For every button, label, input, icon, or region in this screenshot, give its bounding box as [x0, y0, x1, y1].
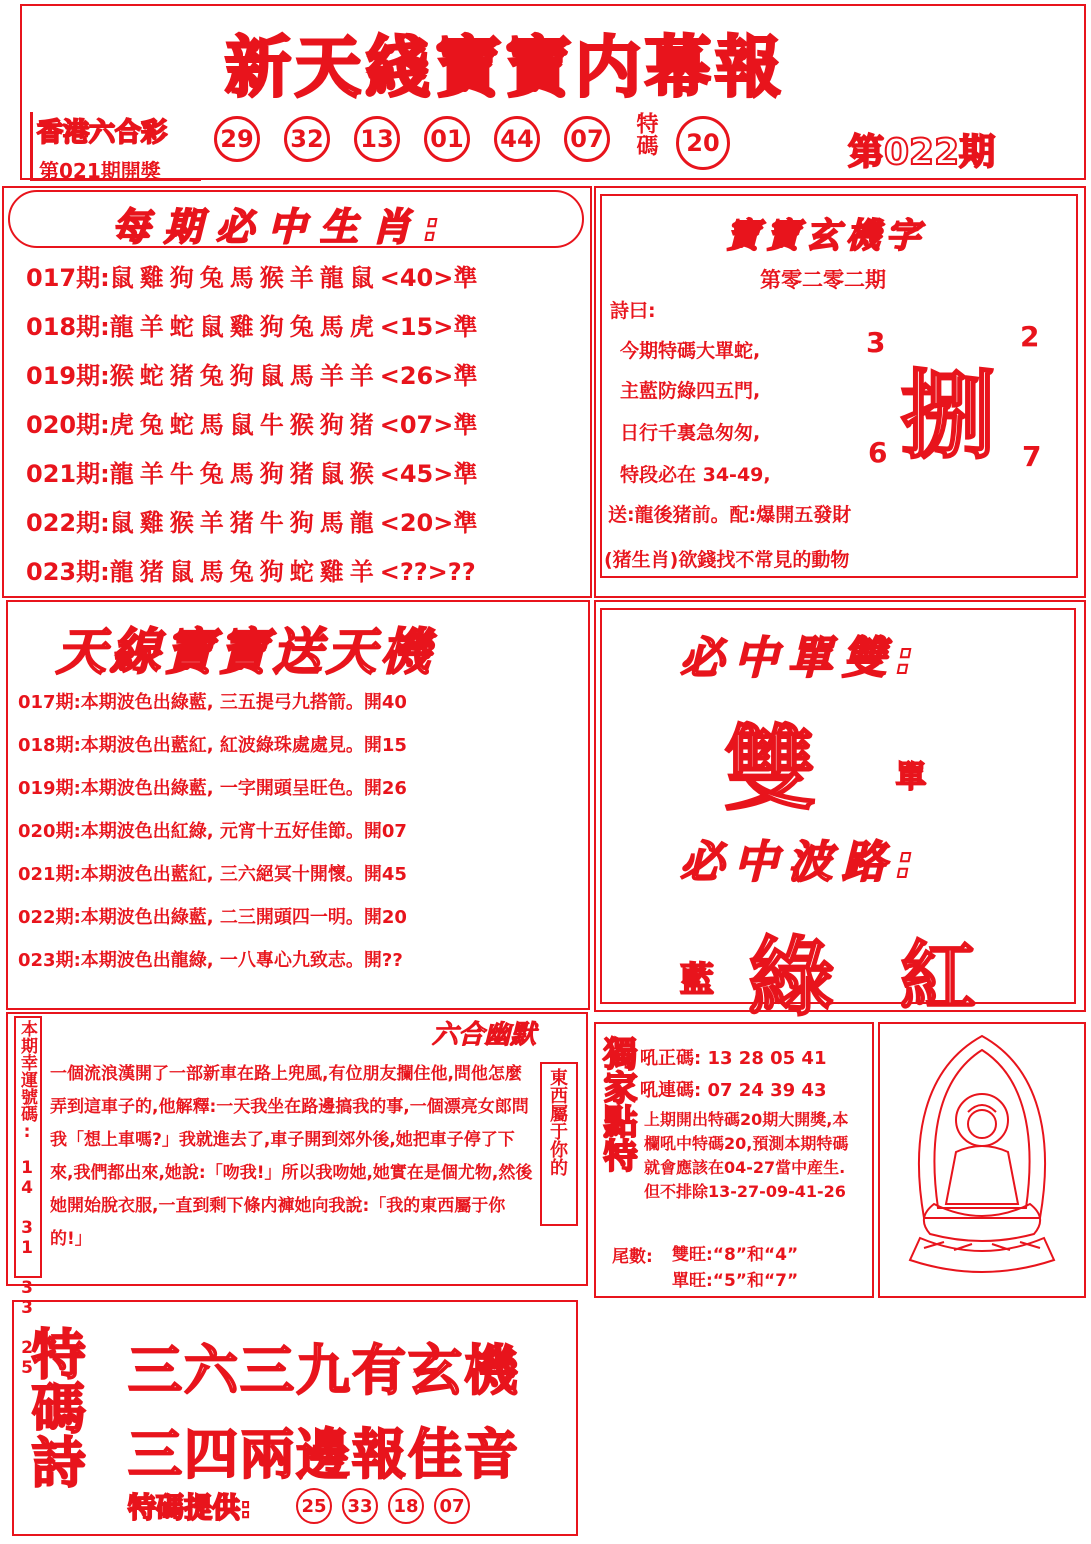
provide-ball-2: 33: [342, 1488, 378, 1524]
poem-line-1: 今期特碼大單蛇,: [620, 340, 761, 362]
corner-num-3: 6: [868, 436, 888, 469]
provide-ball-1: 25: [296, 1488, 332, 1524]
tips-tail-2: 單旺:“5”和“7”: [672, 1271, 799, 1291]
lottery-name: 香港六合彩: [37, 118, 168, 148]
tips-tail-label: 尾數:: [612, 1247, 653, 1267]
zodiac-title: 每期必中生肖:: [112, 205, 454, 249]
riddle-subtitle: 第零二零二期: [760, 268, 886, 292]
tips-side-title: 獨家點特: [597, 1036, 637, 1172]
corner-num-2: 2: [1020, 320, 1040, 353]
special-ball: 20: [676, 116, 730, 170]
wave-row-020: 020期:本期波色出紅綠, 元宵十五好佳節。開07: [18, 821, 407, 842]
wave-row-019: 019期:本期波色出綠藍, 一字開頭呈旺色。開26: [18, 778, 407, 799]
zodiac-row-022: 022期:鼠雞猴羊猪牛狗馬龍<20>準: [26, 509, 478, 537]
riddle-send: 送:龍後猪前。配:爆開五發財: [608, 504, 852, 526]
wavecolor-3: 紅: [900, 932, 976, 1021]
poem-line-4: 特段必在 34-49,: [620, 464, 771, 486]
oddeven-small: 單: [896, 760, 926, 795]
poem-provide-label: 特碼提供:: [128, 1491, 252, 1524]
story-text: 一個流浪漢開了一部新車在路上兜風,有位朋友攔住他,問他怎麼弄到這車子的,他解釋:一天我坐在路邊搞我的事,一個漂亮女郎問我「想上車嗎?」我就進去了,車子開到郊外後,她把車子停了下來,我們都出來,她說:「吻我!」所以我吻她,她實在是個尤物,然後她開始脫衣服,一直到剩下條内褲她向我說:「我的東西屬于你的!」: [50, 1064, 533, 1249]
poem-line-a: 三六三九有玄機: [128, 1339, 520, 1402]
wavecolor-title: 必中波路:: [680, 837, 924, 888]
poem-side-title: 特碼詩: [23, 1326, 86, 1488]
wavecolor-1: 藍: [680, 960, 714, 1000]
wave-row-018: 018期:本期波色出藍紅, 紅波綠珠處處見。開15: [18, 735, 407, 756]
poem-line-2: 主藍防綠四五門,: [620, 380, 761, 402]
wave-row-017: 017期:本期波色出綠藍, 三五提弓九搭箭。開40: [18, 692, 407, 713]
oddeven-title: 必中單雙:: [680, 633, 924, 684]
zodiac-row-021: 021期:龍羊牛兔馬狗猪鼠猴<45>準: [26, 460, 478, 488]
riddle-big-char: 捌: [900, 360, 996, 472]
tips-line-2: 吼連碼: 07 24 39 43: [640, 1080, 827, 1101]
tips-desc: 上期開出特碼20期大開獎,本欄吼中特碼20,預測本期特碼就會應該在04-27當中産生.但不排除13-27-09-41-26: [644, 1110, 849, 1201]
poem-line-b: 三四兩邊報佳音: [128, 1423, 520, 1486]
zodiac-row-020: 020期:虎兔蛇馬鼠牛猴狗猪<07>準: [26, 411, 478, 439]
story-box-label: 東西屬于你的: [547, 1068, 568, 1176]
page-title: 新天綫寶寶内幕報: [225, 29, 785, 106]
draw-ball-1: 29: [214, 116, 260, 162]
riddle-hint: (猪生肖)欲錢找不常見的動物: [604, 549, 850, 571]
poem-label: 詩曰:: [610, 300, 656, 322]
wave-row-023: 023期:本期波色出龍綠, 一八專心九致志。開??: [18, 950, 403, 971]
riddle-title: 寶寶玄機字: [726, 216, 926, 256]
issue-number: 第022期: [848, 132, 996, 173]
tips-tail-1: 雙旺:“8”和“4”: [672, 1245, 799, 1265]
draw-ball-2: 32: [284, 116, 330, 162]
provide-ball-4: 07: [434, 1488, 470, 1524]
zodiac-row-018: 018期:龍羊蛇鼠雞狗兔馬虎<15>準: [26, 313, 478, 341]
tips-line-1: 吼正碼: 13 28 05 41: [640, 1048, 827, 1069]
wavecolor-2: 綠: [748, 928, 834, 1028]
oddeven-big: 雙: [724, 716, 817, 823]
special-label: 特碼: [633, 112, 658, 156]
lottery-label-block: [30, 112, 201, 181]
wave-row-022: 022期:本期波色出綠藍, 二三開頭四一明。開20: [18, 907, 407, 928]
draw-ball-4: 01: [424, 116, 470, 162]
zodiac-row-023: 023期:龍猪鼠馬兔狗蛇雞羊<??>??: [26, 558, 476, 586]
wave-title: 天線寶寶送天機: [56, 623, 434, 681]
draw-ball-5: 44: [494, 116, 540, 162]
buddha-image: [884, 1028, 1080, 1290]
poem-line-3: 日行千裏急匆匆,: [620, 422, 761, 444]
lucky-side-numbers: 14 31 33 25: [17, 1158, 37, 1378]
zodiac-row-017: 017期:鼠雞狗兔馬猴羊龍鼠<40>準: [26, 264, 478, 292]
wave-row-021: 021期:本期波色出藍紅, 三六絕冥十開懷。開45: [18, 864, 407, 885]
lucky-side-label: 本期幸運號碼:: [17, 1020, 37, 1142]
corner-num-4: 7: [1022, 440, 1042, 473]
draw-ball-3: 13: [354, 116, 400, 162]
provide-ball-3: 18: [388, 1488, 424, 1524]
zodiac-row-019: 019期:猴蛇猪兔狗鼠馬羊羊<26>準: [26, 362, 478, 390]
story-title: 六合幽默: [432, 1020, 537, 1050]
draw-ball-6: 07: [564, 116, 610, 162]
corner-num-1: 3: [866, 326, 886, 359]
prev-draw-label: 第021期開獎: [39, 159, 161, 183]
